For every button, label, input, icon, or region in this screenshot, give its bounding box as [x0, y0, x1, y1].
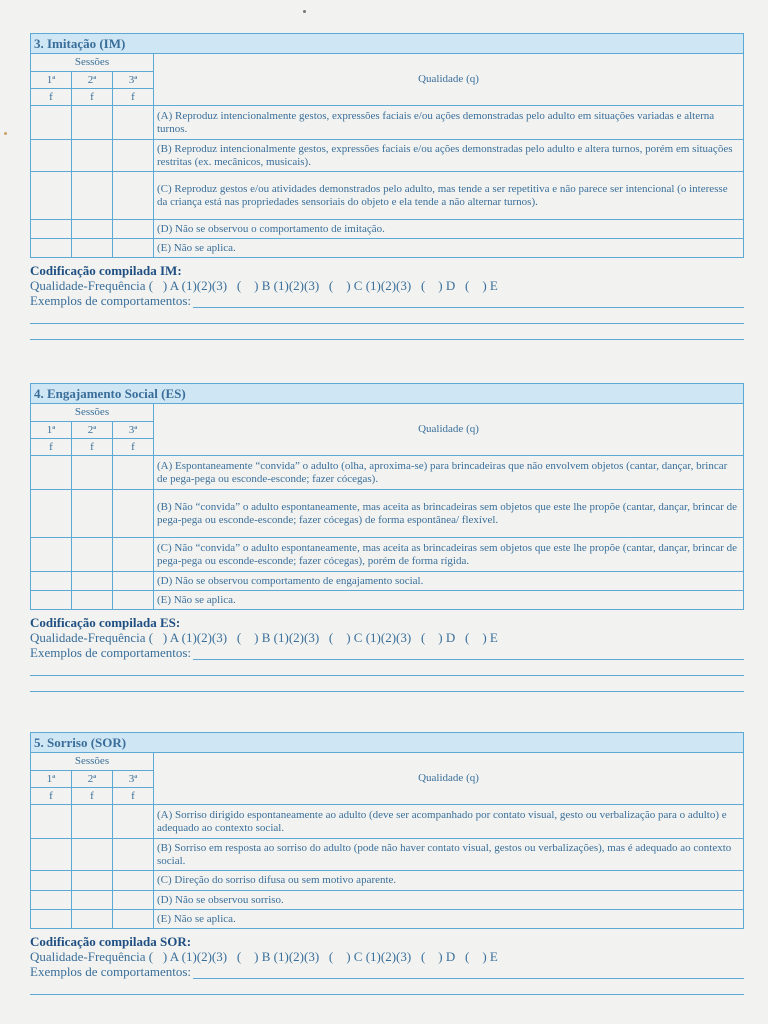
- section-title: 3. Imitação (IM): [31, 34, 744, 54]
- session-1-cell[interactable]: [31, 538, 72, 572]
- session-3-cell[interactable]: [113, 172, 154, 220]
- session-col-1: 1ª: [31, 72, 72, 89]
- examples-input-line[interactable]: [193, 966, 744, 979]
- option-e: (E) Não se aplica.: [154, 910, 744, 929]
- session-1-cell[interactable]: [31, 220, 72, 239]
- examples-blank-line[interactable]: [30, 308, 744, 324]
- option-d: (D) Não se observou comportamento de engajamento social.: [154, 572, 744, 591]
- session-1-cell[interactable]: [31, 572, 72, 591]
- quality-header: Qualidade (q): [154, 54, 744, 106]
- session-col-3: 3ª: [113, 72, 154, 89]
- session-3-cell[interactable]: [113, 106, 154, 140]
- session-2-cell[interactable]: [72, 910, 113, 929]
- freq-col-2: f: [72, 89, 113, 106]
- session-3-cell[interactable]: [113, 538, 154, 572]
- examples-input-line[interactable]: [193, 295, 744, 308]
- compiled-coding-title: Codificação compilada ES:: [30, 615, 181, 630]
- examples-blank-line[interactable]: [30, 979, 744, 995]
- session-col-2: 2ª: [72, 72, 113, 89]
- session-2-cell[interactable]: [72, 220, 113, 239]
- session-col-3: 3ª: [113, 771, 154, 788]
- quality-frequency-line[interactable]: Qualidade-Frequência ( ) A (1)(2)(3) ( ) B (1)(2)(3) ( ) C (1)(2)(3) ( ) D ( ) E: [30, 949, 498, 964]
- section-engajamento-social: [30, 383, 744, 692]
- session-2-cell[interactable]: [72, 490, 113, 538]
- session-2-cell[interactable]: [72, 106, 113, 140]
- session-2-cell[interactable]: [72, 839, 113, 871]
- session-col-1: 1ª: [31, 771, 72, 788]
- session-2-cell[interactable]: [72, 456, 113, 490]
- session-1-cell[interactable]: [31, 172, 72, 220]
- option-b: (B) Reproduz intencionalmente gestos, expressões faciais e/ou ações demonstradas pelo adulto e altera turnos, porém em situações restritas (ex. mecânicos, musicais).: [154, 140, 744, 172]
- session-1-cell[interactable]: [31, 239, 72, 258]
- examples-row: [30, 645, 744, 660]
- option-b: (B) Sorriso em resposta ao sorriso do adulto (pode não haver contato visual, gestos ou verbalizações), mas é adequado ao contexto social.: [154, 839, 744, 871]
- option-a: (A) Espontaneamente “convida” o adulto (olha, aproxima-se) para brincadeiras que não envolvem objetos (cantar, dançar, brincar de pega-pega ou esconde-esconde; fazer cócegas).: [154, 456, 744, 490]
- compiled-coding: [30, 934, 744, 995]
- compiled-coding-title: Codificação compilada SOR:: [30, 934, 192, 949]
- examples-blank-line[interactable]: [30, 660, 744, 676]
- session-3-cell[interactable]: [113, 591, 154, 610]
- compiled-coding-title: Codificação compilada IM:: [30, 263, 182, 278]
- session-2-cell[interactable]: [72, 538, 113, 572]
- session-2-cell[interactable]: [72, 172, 113, 220]
- scan-dot: [303, 10, 306, 13]
- examples-blank-line[interactable]: [30, 324, 744, 340]
- option-c: (C) Reproduz gestos e/ou atividades demonstrados pelo adulto, mas tende a ser repetitiva e não parece ser intencional (o interesse da criança está nas propriedades sensoriais do objeto e ela tende a não alternar turnos).: [154, 172, 744, 220]
- section-title: 4. Engajamento Social (ES): [31, 384, 744, 404]
- freq-col-2: f: [72, 439, 113, 456]
- session-1-cell[interactable]: [31, 106, 72, 140]
- sessoes-header: Sessões: [31, 54, 154, 72]
- session-2-cell[interactable]: [72, 891, 113, 910]
- option-c: (C) Direção do sorriso difusa ou sem motivo aparente.: [154, 871, 744, 891]
- section-imitacao: [30, 33, 744, 340]
- sessoes-header: Sessões: [31, 753, 154, 771]
- session-1-cell[interactable]: [31, 490, 72, 538]
- engajamento-table: [30, 383, 744, 610]
- session-3-cell[interactable]: [113, 805, 154, 839]
- option-c: (C) Não “convida” o adulto espontaneamente, mas aceita as brincadeiras sem objetos que este lhe propõe (cantar, dançar, brincar de pega-pega ou esconde-esconde; fazer cócegas), porém de forma rígida.: [154, 538, 744, 572]
- session-1-cell[interactable]: [31, 140, 72, 172]
- freq-col-2: f: [72, 788, 113, 805]
- session-1-cell[interactable]: [31, 871, 72, 891]
- session-3-cell[interactable]: [113, 140, 154, 172]
- session-3-cell[interactable]: [113, 220, 154, 239]
- section-title: 5. Sorriso (SOR): [31, 733, 744, 753]
- session-1-cell[interactable]: [31, 839, 72, 871]
- option-b: (B) Não “convida” o adulto espontaneamente, mas aceita as brincadeiras sem objetos que este lhe propõe (cantar, dançar, brincar de pega-pega ou esconde-esconde; fazer cócegas) de forma espontânea/ flexível.: [154, 490, 744, 538]
- session-1-cell[interactable]: [31, 910, 72, 929]
- session-1-cell[interactable]: [31, 891, 72, 910]
- session-3-cell[interactable]: [113, 456, 154, 490]
- freq-col-1: f: [31, 788, 72, 805]
- session-3-cell[interactable]: [113, 891, 154, 910]
- sessoes-header: Sessões: [31, 404, 154, 422]
- session-col-2: 2ª: [72, 771, 113, 788]
- session-3-cell[interactable]: [113, 871, 154, 891]
- option-e: (E) Não se aplica.: [154, 239, 744, 258]
- imitacao-table: [30, 33, 744, 258]
- examples-row: [30, 964, 744, 979]
- examples-blank-line[interactable]: [30, 676, 744, 692]
- session-col-2: 2ª: [72, 422, 113, 439]
- examples-row: [30, 293, 744, 308]
- session-3-cell[interactable]: [113, 490, 154, 538]
- session-2-cell[interactable]: [72, 805, 113, 839]
- session-1-cell[interactable]: [31, 591, 72, 610]
- session-col-3: 3ª: [113, 422, 154, 439]
- session-3-cell[interactable]: [113, 572, 154, 591]
- examples-label: Exemplos de comportamentos:: [30, 645, 192, 660]
- option-d: (D) Não se observou sorriso.: [154, 891, 744, 910]
- quality-header: Qualidade (q): [154, 753, 744, 805]
- examples-label: Exemplos de comportamentos:: [30, 293, 192, 308]
- option-a: (A) Sorriso dirigido espontaneamente ao adulto (deve ser acompanhado por contato visual, gesto ou verbalização para o adulto) e adequado ao contexto social.: [154, 805, 744, 839]
- freq-col-1: f: [31, 439, 72, 456]
- freq-col-3: f: [113, 439, 154, 456]
- session-2-cell[interactable]: [72, 239, 113, 258]
- session-3-cell[interactable]: [113, 839, 154, 871]
- session-2-cell[interactable]: [72, 871, 113, 891]
- session-1-cell[interactable]: [31, 805, 72, 839]
- freq-col-3: f: [113, 788, 154, 805]
- examples-label: Exemplos de comportamentos:: [30, 964, 192, 979]
- session-3-cell[interactable]: [113, 910, 154, 929]
- session-2-cell[interactable]: [72, 591, 113, 610]
- scan-dot: [4, 132, 7, 135]
- section-sorriso: [30, 732, 744, 995]
- option-e: (E) Não se aplica.: [154, 591, 744, 610]
- sorriso-table: [30, 732, 744, 929]
- freq-col-1: f: [31, 89, 72, 106]
- quality-header: Qualidade (q): [154, 404, 744, 456]
- session-2-cell[interactable]: [72, 140, 113, 172]
- freq-col-3: f: [113, 89, 154, 106]
- quality-frequency-line[interactable]: Qualidade-Frequência ( ) A (1)(2)(3) ( ) B (1)(2)(3) ( ) C (1)(2)(3) ( ) D ( ) E: [30, 278, 498, 293]
- session-1-cell[interactable]: [31, 456, 72, 490]
- quality-frequency-line[interactable]: Qualidade-Frequência ( ) A (1)(2)(3) ( ) B (1)(2)(3) ( ) C (1)(2)(3) ( ) D ( ) E: [30, 630, 498, 645]
- session-col-1: 1ª: [31, 422, 72, 439]
- session-2-cell[interactable]: [72, 572, 113, 591]
- compiled-coding: [30, 615, 744, 692]
- option-a: (A) Reproduz intencionalmente gestos, expressões faciais e/ou ações demonstradas pelo adulto em situações variadas e alterna turnos.: [154, 106, 744, 140]
- session-3-cell[interactable]: [113, 239, 154, 258]
- examples-input-line[interactable]: [193, 647, 744, 660]
- compiled-coding: [30, 263, 744, 340]
- option-d: (D) Não se observou o comportamento de imitação.: [154, 220, 744, 239]
